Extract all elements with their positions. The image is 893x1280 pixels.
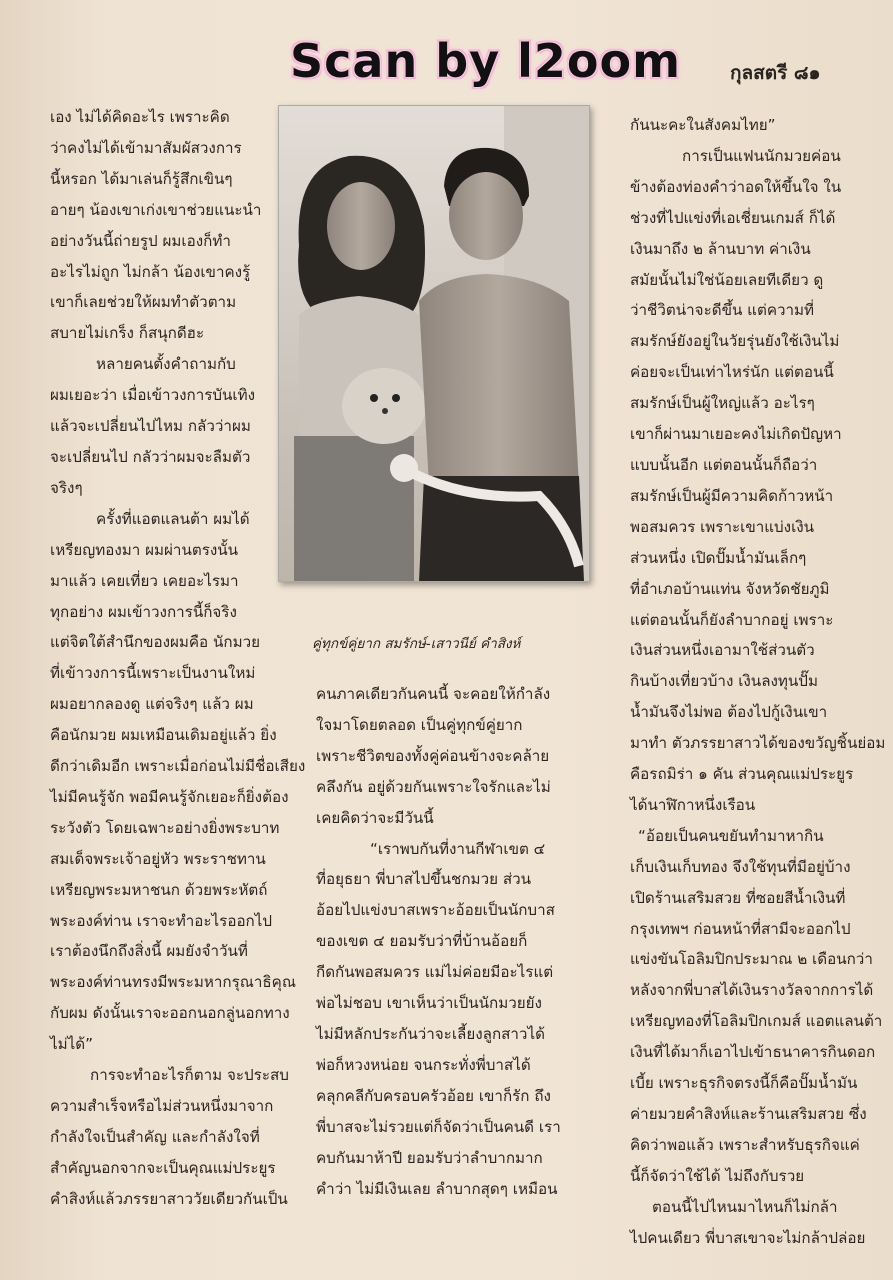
left-column-line: ทุกอย่าง ผมเข้าวงการนี้ก็จริง [50,602,237,621]
left-column-line: กำลังใจเป็นสำคัญ และกำลังใจที่ [50,1127,260,1146]
right-column-line: เงินส่วนหนึ่งเอามาใช้ส่วนตัว [630,641,815,660]
middle-column-line: ใจมาโดยตลอด เป็นคู่ทุกข์คู่ยาก [316,715,523,734]
right-column-line: เก็บเงินเก็บทอง จึงใช้ทุนที่มีอยู่บ้าง [630,857,851,876]
right-column-line: สมัยนั้นไม่ใช่น้อยเลยทีเดียว ดู [630,270,824,289]
left-column-line: เราต้องนึกถึงสิ่งนี้ ผมยังจำวันที่ [50,942,248,961]
middle-column-line: คบกันมาห้าปี ยอมรับว่าลำบากมาก [316,1148,543,1167]
right-column-line: เงินมาถึง ๒ ล้านบาท ค่าเงิน [630,239,811,258]
left-column-line: ไม่ได้” [50,1035,94,1054]
right-column-line: เปิดร้านเสริมสวย ที่ซอยสีน้ำเงินที่ [630,888,846,907]
couple-photo-illustration [279,106,589,581]
right-column-line: แบบนั้นอีก แต่ตอนนั้นก็ถือว่า [630,455,818,474]
left-column-line: อย่างวันนี้ถ่ายรูป ผมเองก็ทำ [50,231,231,250]
middle-column-line: คลึงกัน อยู่ด้วยกันเพราะใจรักและไม่ [316,777,551,796]
right-column-line: เขาก็ผ่านมาเยอะคงไม่เกิดปัญหา [630,425,842,444]
left-column-line: ไม่มีคนรู้จัก พอมีคนรู้จักเยอะก็ยิ่งต้อง [50,787,289,806]
left-column-line: สบายไม่เกร็ง ก็สนุกดีฮะ [50,324,205,343]
left-column-line: เอง ไม่ได้คิดอะไร เพราะคิด [50,108,230,126]
right-column-line: กรุงเทพฯ ก่อนหน้าที่สามีจะออกไป [630,919,851,938]
left-column-line: คำสิงห์แล้วภรรยาสาววัยเดียวกันเป็น [50,1189,288,1208]
left-column-line: กับผม ดังนั้นเราจะออกนอกลู่นอกทาง [50,1004,290,1023]
right-column-line: คือรถมิร่า ๑ คัน ส่วนคุณแม่ประยูร [630,765,854,784]
right-column-line: คิดว่าพอแล้ว เพราะสำหรับธุรกิจแค่ [630,1135,860,1154]
left-column-line: อายๆ น้องเขาเก่งเขาช่วยแนะนำ [50,200,262,219]
left-column-line: ความสำเร็จหรือไม่ส่วนหนึ่งมาจาก [50,1097,274,1115]
couple-photo [278,105,590,582]
middle-column-line: ที่อยุธยา พี่บาสไปขึ้นชกมวย ส่วน [316,870,531,889]
right-column-line: เหรียญทองที่โอลิมปิกเกมส์ แอตแลนต้า [630,1012,883,1031]
left-column-line: จะเปลี่ยนไป กลัวว่าผมจะลืมตัว [50,447,251,466]
scan-watermark: Scan by l2oom [290,34,682,88]
right-column-line: สมรักษ์เป็นผู้มีความคิดก้าวหน้า [630,486,834,505]
photo-caption: คู่ทุกข์คู่ยาก สมรักษ์-เสาวนีย์ คำสิงห์ [312,636,521,652]
left-column-line: ผมเยอะว่า เมื่อเข้าวงการบันเทิง [50,386,256,405]
left-column-line: การจะทำอะไรก็ตาม จะประสบ [90,1066,289,1085]
left-column-line: ระวังตัว โดยเฉพาะอย่างยิ่งพระบาท [50,818,280,837]
left-column-line: นี้หรอก ได้มาเล่นก็รู้สึกเขินๆ [50,169,233,188]
right-column-line: ว่าชีวิตน่าจะดีขึ้น แต่ความที่ [630,301,815,320]
left-column-line: จริงๆ [50,478,83,497]
middle-column-line: ไม่มีหลักประกันว่าจะเลี้ยงลูกสาวได้ [316,1024,545,1043]
left-column-line: สำคัญนอกจากจะเป็นคุณแม่ประยูร [50,1158,276,1177]
left-column-line: พระองค์ท่านทรงมีพระมหากรุณาธิคุณ [50,973,296,992]
middle-column-line: คลุกคลีกับครอบครัวอ้อย เขาก็รัก ถึง [316,1086,551,1105]
middle-column-line: คำว่า ไม่มีเงินเลย ลำบากสุดๆ เหมือน [316,1179,558,1198]
left-column-line: สมเด็จพระเจ้าอยู่หัว พระราชทาน [50,849,266,868]
right-column-line: ส่วนหนึ่ง เปิดปั๊มน้ำมันเล็กๆ [630,548,807,567]
right-column-line: สมรักษ์เป็นผู้ใหญ่แล้ว อะไรๆ [630,394,815,413]
running-header: กุลสตรี ๘๑ [730,62,821,84]
right-column-line: น้ำมันจึงไม่พอ ต้องไปกู้เงินเขา [630,703,828,722]
right-column-line: แข่งขันโอลิมปิกประมาณ ๒ เดือนกว่า [630,950,873,969]
middle-column-line: อ้อยไปแข่งบาสเพราะอ้อยเป็นนักบาส [316,901,555,920]
right-column-line: ที่อำเภอบ้านแท่น จังหวัดชัยภูมิ [630,579,830,598]
left-column-line: ครั้งที่แอตแลนต้า ผมได้ [96,509,250,528]
middle-column-line: ของเขต ๔ ยอมรับว่าที่บ้านอ้อยก็ [316,932,528,951]
left-column-line: แต่จิตใต้สำนึกของผมคือ นักมวย [50,633,261,652]
left-column-line: อะไรไม่ถูก ไม่กล้า น้องเขาคงรู้ [50,262,251,281]
right-column-line: ค่ายมวยคำสิงห์และร้านเสริมสวย ซึ่ง [630,1105,867,1123]
right-column-line: พอสมควร เพราะเขาแบ่งเงิน [630,517,815,536]
right-column-line: เบี้ย เพราะธุรกิจตรงนี้ก็คือปั๊มน้ำมัน [630,1074,858,1093]
right-column-line: ได้นาฬิกาหนึ่งเรือน [630,795,756,814]
text-column-right [630,110,886,1254]
right-column-line: การเป็นแฟนนักมวยค่อน [682,146,841,165]
left-column-line: ผมอยากลองดู แต่จริงๆ แล้ว ผม [50,695,254,714]
middle-column-line: เคยคิดว่าจะมีวันนี้ [316,808,434,827]
left-column-line: หลายคนตั้งคำถามกับ [96,355,236,374]
right-column-line: ไปคนเดียว พี่บาสเขาจะไม่กล้าปล่อย [630,1228,866,1247]
middle-column-line: พี่บาสจะไม่รวยแต่ก็จัดว่าเป็นคนดี เรา [316,1117,561,1136]
left-column-line: เขาก็เลยช่วยให้ผมทำตัวตาม [50,293,237,312]
right-column-line: “อ้อยเป็นคนขยันทำมาหากิน [638,826,824,845]
left-column-line: พระองค์ท่าน เราจะทำอะไรออกไป [50,911,273,930]
left-column-line: คือนักมวย ผมเหมือนเดิมอยู่แล้ว ยิ่ง [50,726,277,745]
text-column-left [50,102,306,1215]
right-column-line: หลังจากพี่บาสได้เงินรางวัลจากการได้ [630,981,874,1000]
left-column-line: เหรียญทองมา ผมผ่านตรงนั้น [50,540,239,559]
middle-column-line: “เราพบกันที่งานกีฬาเขต ๔ [370,839,546,858]
left-column-line: ดีกว่าเดิมอีก เพราะเมื่อก่อนไม่มีชื่อเสียง [50,757,306,776]
middle-column-line: เพราะชีวิตของทั้งคู่ค่อนข้างจะคล้าย [316,746,550,765]
left-column-line: แล้วจะเปลี่ยนไปไหม กลัวว่าผม [50,417,251,436]
middle-column-line: พ่อก็หวงหน่อย จนกระทั่งพี่บาสได้ [316,1055,531,1074]
right-column-line: แต่ตอนนั้นก็ยังลำบากอยู่ เพราะ [630,610,834,629]
right-column-line: มาทำ ตัวภรรยาสาวได้ของขวัญชิ้นย่อม [630,734,886,753]
left-column-line: ว่าคงไม่ได้เข้ามาสัมผัสวงการ [50,138,242,157]
middle-column-line: คนภาคเดียวกันคนนี้ จะคอยให้กำลัง [316,685,551,703]
right-column-line: ตอนนี้ไปไหนมาไหนก็ไม่กล้า [652,1197,838,1216]
right-column-line: กันนะคะในสังคมไทย” [630,116,776,134]
middle-column-line: พ่อไม่ชอบ เขาเห็นว่าเป็นนักมวยยัง [316,994,542,1013]
right-column-line: กินบ้างเที่ยวบ้าง เงินลงทุนปั๊ม [630,672,818,691]
right-column-line: เงินที่ได้มาก็เอาไปเข้าธนาคารกินดอก [630,1043,876,1062]
text-column-middle [316,679,566,1204]
right-column-line: ช่วงที่ไปแข่งที่เอเชี่ยนเกมส์ ก็ได้ [630,208,836,227]
right-column-line: สมรักษ์ยังอยู่ในวัยรุ่นยังใช้เงินไม่ [630,332,840,351]
right-column-line: นี้ก็จัดว่าใช้ได้ ไม่ถึงกับรวย [630,1166,805,1185]
right-column-line: ข้างต้องท่องคำว่าอดให้ขึ้นใจ ใน [630,177,842,196]
right-column-line: ค่อยจะเป็นเท่าไหร่นัก แต่ตอนนี้ [630,363,834,382]
left-column-line: เหรียญพระมหาชนก ด้วยพระหัตถ์ [50,880,268,899]
middle-column-line: กีดกันพอสมควร แม่ไม่ค่อยมีอะไรแต่ [316,963,554,982]
left-column-line: ที่เข้าวงการนี้เพราะเป็นงานใหม่ [50,664,256,683]
left-column-line: มาแล้ว เคยเที่ยว เคยอะไรมา [50,571,239,590]
